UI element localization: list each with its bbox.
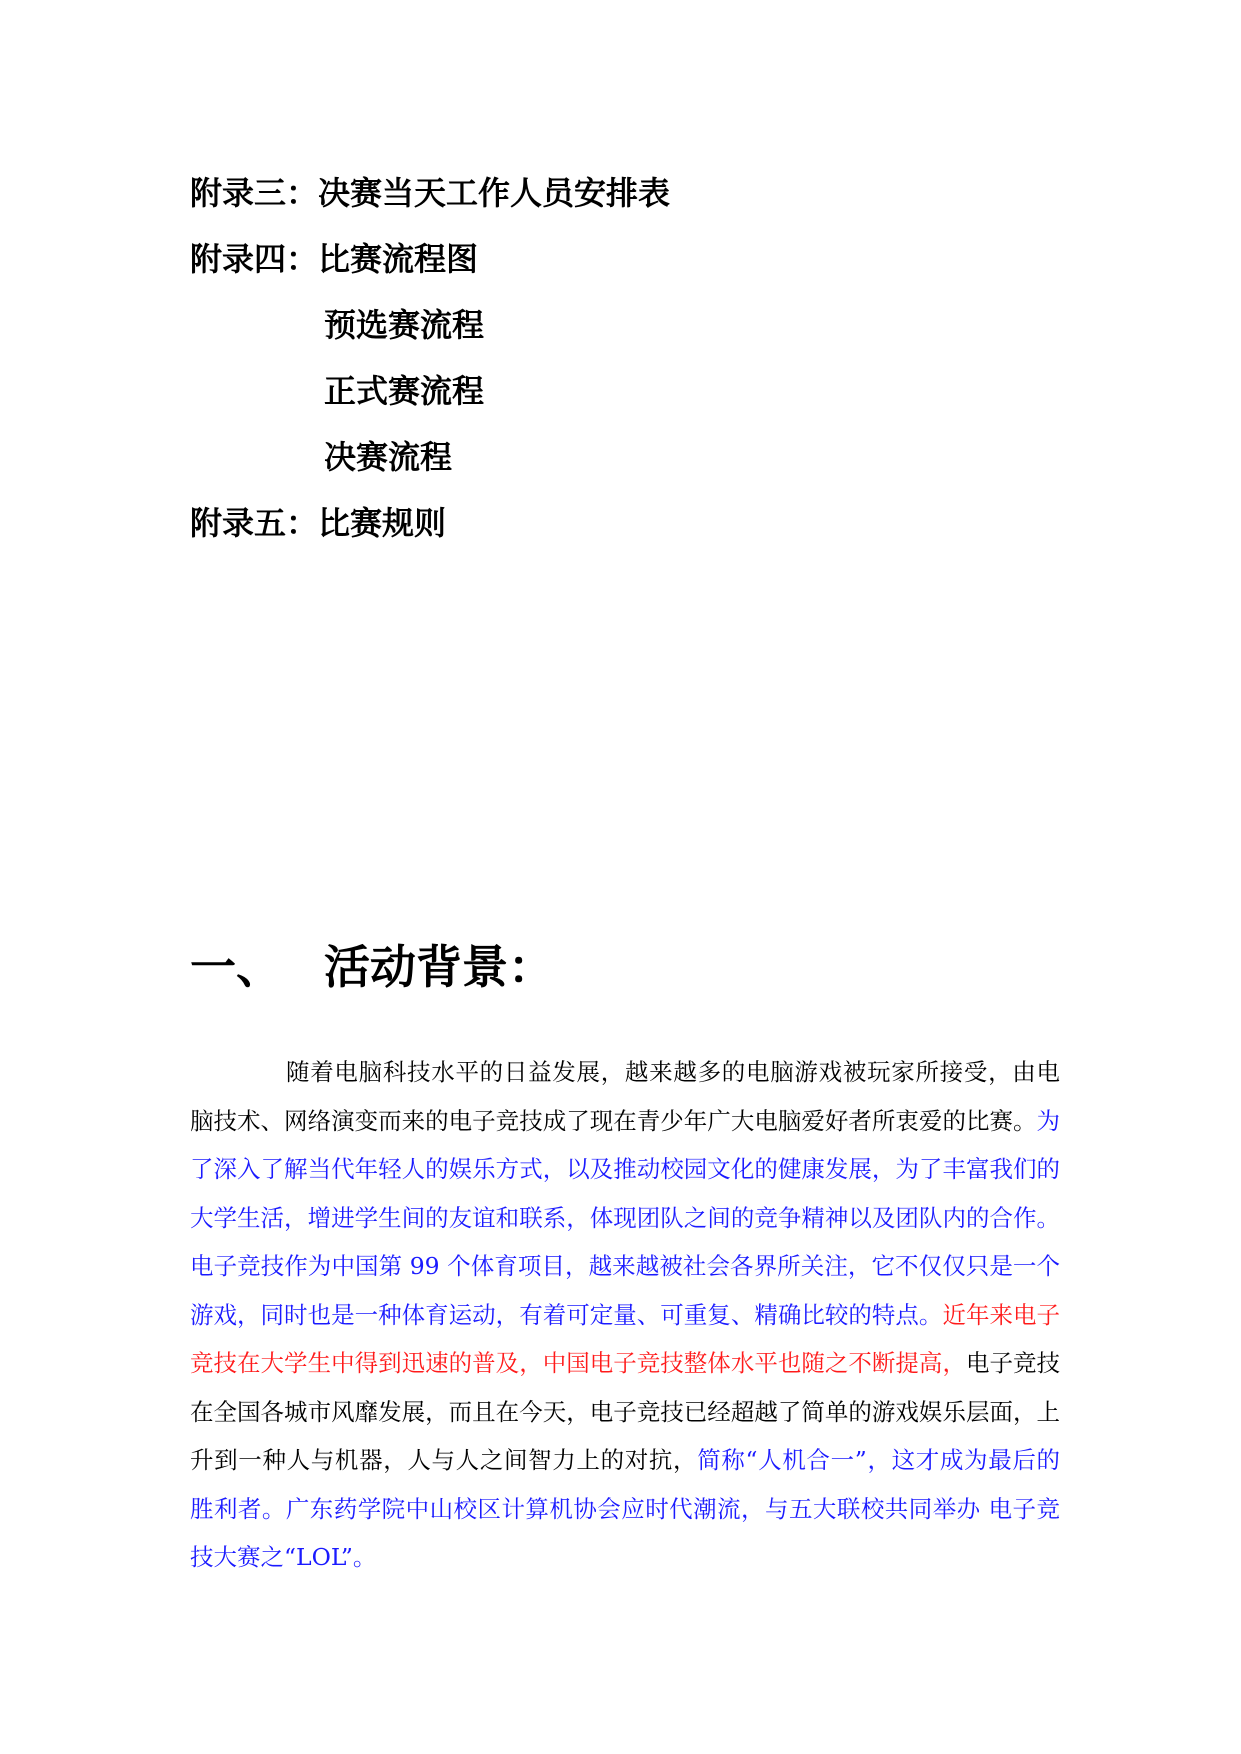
paragraph-segment: 简称“人机合一”，这才成为最后的胜利者。广东药学院中山校区计算机协会应时代潮流，与五大联校共同举办 电子竞技大赛之“LOL”。 [190, 1446, 1061, 1571]
toc-subitem-final-flow: 决赛流程 [324, 438, 453, 476]
appendix-list [190, 160, 1090, 556]
toc-item-appendix-4: 附录四：比赛流程图 [190, 240, 479, 278]
section-number: 一、 [190, 940, 282, 994]
section-heading [190, 935, 554, 999]
paragraph-segment: 随着电脑科技水平的日益发展，越来越多的电脑游戏被玩家所接受，由电脑技术、网络演变而来的电子竞技成了现在青少年广大电脑爱好者所衷爱的比赛。 [190, 1058, 1060, 1135]
toc-subitem-main-flow: 正式赛流程 [324, 372, 485, 410]
toc-subitem-preliminary-flow: 预选赛流程 [324, 306, 485, 344]
toc-item-appendix-5: 附录五：比赛规则 [190, 504, 447, 542]
section-title: 活动背景： [324, 940, 554, 994]
paragraph-segment: 为了深入了解当代年轻人的娱乐方式，以及推动校园文化的健康发展，为了丰富我们的大学生活，增进学生间的友谊和联系，体现团队之间的竞争精神以及团队内的合作。电子竞技作为中国第 99 个体育项目，越来越被社会各界所关注，它不仅仅只是一个游戏，同时也是一种体育运动，有着可定量、可重复、精确比较的特点。 [190, 1106, 1060, 1329]
background-paragraph [190, 1048, 1060, 1582]
toc-item-appendix-3: 附录三：决赛当天工作人员安排表 [190, 174, 671, 212]
paragraph-segment: 近年来电子竞技在大学生中得到迅速的普及，中国电子竞技整体水平也随之不断提高， [190, 1300, 1061, 1377]
paragraph-segment: 电子竞技在全国各城市风靡发展，而且在今天，电子竞技已经超越了简单的游戏娱乐层面，上升到一种人与机器，人与人之间智力上的对抗， [190, 1349, 1061, 1474]
